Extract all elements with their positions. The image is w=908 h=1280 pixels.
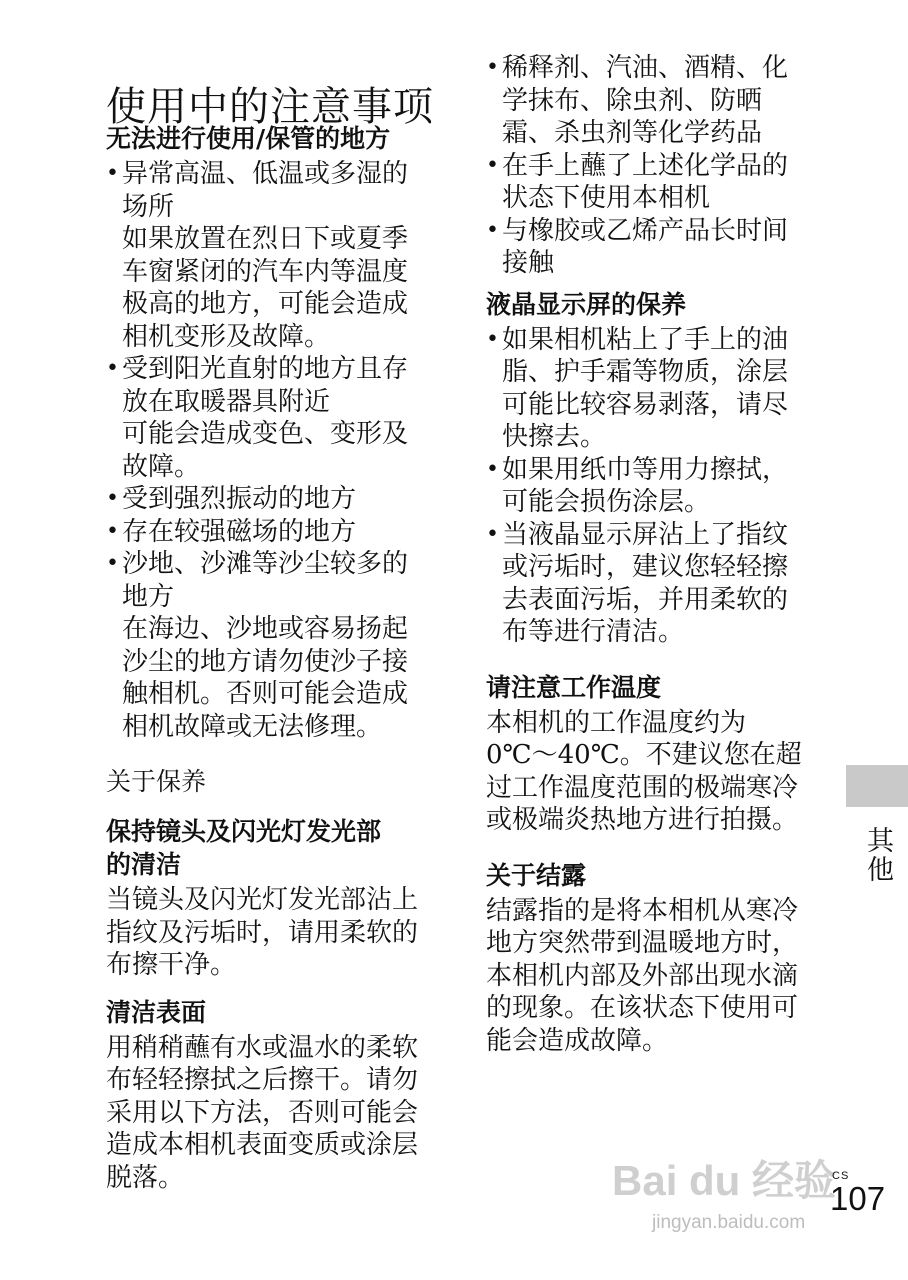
surface-body <box>106 1032 436 1195</box>
bullet-icon: • <box>106 356 119 381</box>
item-line: 脂、护手霜等物质，涂层 <box>502 357 789 387</box>
bullet-icon: • <box>106 161 119 186</box>
body-line: 本相机内部及外部出现水滴 <box>486 960 799 991</box>
list-item <box>486 454 816 519</box>
item-line: 极高的地方，可能会造成 <box>122 289 409 319</box>
body-line: 地方突然带到温暖地方时， <box>486 928 799 958</box>
item-line: 相机故障或无法修理。 <box>122 711 383 742</box>
item-line: 霜、杀虫剂等化学药品 <box>502 118 763 148</box>
item-line: 可能比较容易剥落，请尽 <box>502 389 789 420</box>
bullet-icon: • <box>486 55 499 80</box>
item-line: 如果相机粘上了手上的油 <box>502 324 789 355</box>
item-line: 接触 <box>502 248 555 278</box>
item-line: 学抹布、除虫剂、防晒 <box>502 85 763 116</box>
page-language-code: CS <box>832 1170 850 1182</box>
section-heading-lens <box>106 815 436 881</box>
list-item <box>486 324 816 454</box>
item-line: 地方 <box>122 581 175 612</box>
item-line: 相机变形及故障。 <box>122 321 331 352</box>
item-line: 沙尘的地方请勿使沙子接 <box>122 646 409 677</box>
list-item <box>106 158 436 353</box>
item-line: 快擦去。 <box>502 422 607 452</box>
heading-line: 的清洁 <box>106 850 182 879</box>
item-line: 状态下使用本相机 <box>502 183 711 213</box>
body-line: 结露指的是将本相机从寒冷 <box>486 895 799 926</box>
bullet-icon: • <box>486 326 499 352</box>
bullet-icon: • <box>106 518 119 544</box>
body-line: 或极端炎热地方进行拍摄。 <box>486 805 799 835</box>
list-item <box>106 548 436 743</box>
list-item <box>106 483 436 516</box>
item-line: 触相机。否则可能会造成 <box>122 679 409 709</box>
item-line: 受到阳光直射的地方且存 <box>122 354 409 384</box>
item-line: 去表面污垢，并用柔软的 <box>502 584 789 615</box>
list-item <box>106 353 436 483</box>
lens-body <box>106 884 436 982</box>
body-line: 布轻轻擦拭之后擦干。请勿 <box>106 1065 419 1095</box>
item-line: 稀释剂、汽油、酒精、化 <box>502 53 789 83</box>
left-column <box>106 122 436 1194</box>
item-line: 车窗紧闭的汽车内等温度 <box>122 256 409 287</box>
item-line: 如果用纸巾等用力擦拭， <box>502 454 789 485</box>
body-line: 的现象。在该状态下使用可 <box>486 993 799 1023</box>
right-column <box>486 52 816 1057</box>
body-line: 本相机的工作温度约为 <box>486 707 747 738</box>
section-heading-lcd: 液晶显示屏的保养 <box>486 289 687 319</box>
body-line: 布擦干净。 <box>106 950 237 980</box>
body-line: 过工作温度范围的极端寒冷 <box>486 772 799 803</box>
bullet-icon: • <box>486 521 499 547</box>
item-line: 如果放置在烈日下或夏季 <box>122 224 409 254</box>
heading-line: 保持镜头及闪光灯发光部 <box>106 817 382 846</box>
bullet-icon: • <box>486 217 499 243</box>
item-line: 当液晶显示屏沾上了指纹 <box>502 519 789 550</box>
list-item <box>486 52 816 150</box>
surface-bullet-list <box>486 52 816 280</box>
item-line: 布等进行清洁。 <box>502 617 685 647</box>
item-line: 在手上蘸了上述化学品的 <box>502 150 789 181</box>
list-item <box>106 516 436 549</box>
item-line: 与橡胶或乙烯产品长时间 <box>502 215 789 246</box>
item-line: 可能会损伤涂层。 <box>502 487 711 517</box>
item-line: 存在较强磁场的地方 <box>122 516 357 547</box>
item-line: 放在取暖器具附近 <box>122 386 331 417</box>
item-line: 受到强烈振动的地方 <box>122 484 357 514</box>
section-heading-care: 关于保养 <box>106 767 207 796</box>
section-heading-temp: 请注意工作温度 <box>486 672 662 702</box>
list-item <box>486 519 816 649</box>
bullet-icon: • <box>486 152 499 178</box>
section-heading-no-use: 无法进行使用/保管的地方 <box>106 124 391 153</box>
body-line: 用稍稍蘸有水或温水的柔软 <box>106 1032 419 1063</box>
condensation-body <box>486 895 816 1058</box>
item-line: 或污垢时，建议您轻轻擦 <box>502 552 789 582</box>
lcd-list <box>486 324 816 649</box>
section-heading-surface: 清洁表面 <box>106 997 207 1027</box>
body-line: 指纹及污垢时，请用柔软的 <box>106 917 419 948</box>
body-line: 能会造成故障。 <box>486 1025 669 1056</box>
item-line: 异常高温、低温或多湿的 <box>122 159 409 189</box>
body-line: 0℃～40℃。不建议您在超 <box>486 740 802 770</box>
section-heading-condensation: 关于结露 <box>486 860 587 890</box>
item-line: 可能会造成变色、变形及 <box>122 419 409 449</box>
body-line: 采用以下方法，否则可能会 <box>106 1097 419 1128</box>
item-line: 沙地、沙滩等沙尘较多的 <box>122 549 409 579</box>
list-item <box>486 215 816 280</box>
page-title: 使用中的注意事项 <box>106 83 434 130</box>
body-line: 脱落。 <box>106 1162 185 1193</box>
no-use-list <box>106 158 436 743</box>
watermark-logo: Bai du 经验 <box>612 1157 837 1204</box>
watermark-url: jingyan.baidu.com <box>652 1212 806 1233</box>
item-line: 在海边、沙地或容易扬起 <box>122 614 409 644</box>
item-line: 场所 <box>122 191 175 222</box>
bullet-icon: • <box>106 486 119 511</box>
temp-body <box>486 707 816 837</box>
bullet-icon: • <box>486 456 499 482</box>
section-index-tab <box>846 765 908 807</box>
page-number: 107 <box>830 1180 886 1217</box>
list-item <box>486 150 816 215</box>
item-line: 故障。 <box>122 451 201 482</box>
body-line: 当镜头及闪光灯发光部沾上 <box>106 885 419 915</box>
body-line: 造成本相机表面变质或涂层 <box>106 1130 419 1160</box>
bullet-icon: • <box>106 551 119 576</box>
section-index-label: 其他 <box>862 826 893 884</box>
